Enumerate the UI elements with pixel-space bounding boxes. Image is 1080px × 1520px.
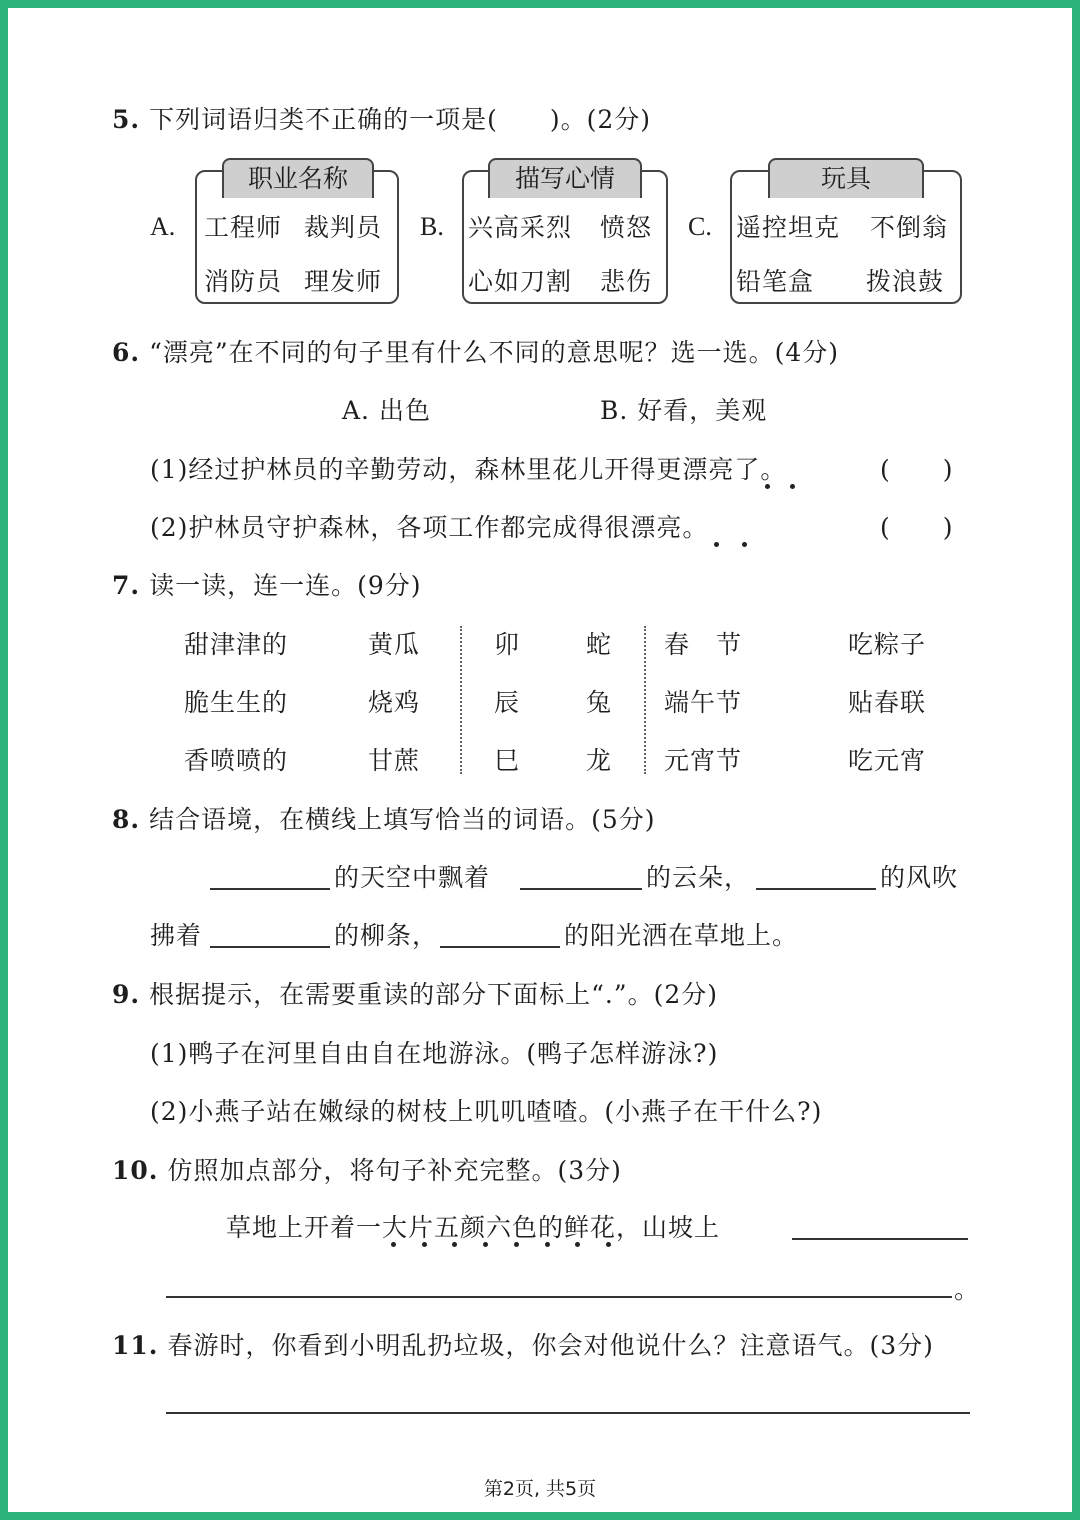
q10-end: 。: [954, 1275, 981, 1304]
option-c-title: 玩具: [768, 158, 924, 198]
fill-blank[interactable]: [440, 946, 560, 948]
match-item[interactable]: 吃元宵: [848, 746, 927, 775]
option-b-word: 心如刀割: [468, 267, 573, 296]
question-text: 仿照加点部分，将句子补充完整。(3分): [167, 1156, 622, 1185]
choice-b: B. 好看，美观: [600, 396, 768, 425]
worksheet-page: [8, 8, 1072, 1512]
answer-line[interactable]: [166, 1296, 952, 1298]
match-item[interactable]: 贴春联: [848, 688, 927, 717]
q8-text: 的云朵，: [646, 863, 751, 892]
column-divider: [644, 626, 646, 774]
fill-blank[interactable]: [210, 888, 330, 890]
question-number: 6.: [112, 338, 141, 367]
question-number: 8.: [112, 805, 141, 834]
q8-text: 的柳条，: [334, 921, 439, 950]
question-8: [112, 800, 655, 836]
match-item[interactable]: 吃粽子: [848, 630, 927, 659]
q8-text: 的天空中飘着: [334, 863, 491, 892]
option-c-letter: C.: [688, 212, 712, 241]
q8-text: 的阳光洒在草地上。: [564, 921, 799, 950]
emphasis-dot: [714, 542, 719, 547]
fill-blank[interactable]: [756, 888, 876, 890]
question-6: [112, 333, 839, 369]
question-number: 11.: [112, 1331, 159, 1360]
option-a-word: 消防员: [204, 267, 283, 296]
question-text: 结合语境，在横线上填写恰当的词语。(5分): [149, 805, 656, 834]
question-number: 7.: [112, 571, 141, 600]
option-c-word: 不倒翁: [870, 213, 949, 242]
emphasis-dot: [575, 1242, 580, 1247]
answer-line[interactable]: [166, 1412, 970, 1414]
emphasis-dot: [790, 484, 795, 489]
q6-sentence-1: (1)经过护林员的辛勤劳动，森林里花儿开得更漂亮了。: [150, 455, 787, 484]
question-text: 根据提示，在需要重读的部分下面标上“.”。(2分): [149, 980, 718, 1009]
match-item[interactable]: 端午节: [664, 688, 743, 717]
question-number: 10.: [112, 1156, 159, 1185]
question-5: [112, 100, 651, 136]
emphasis-dot: [391, 1242, 396, 1247]
match-item[interactable]: 脆生生的: [184, 688, 289, 717]
question-11: [112, 1326, 934, 1362]
option-c-word: 拨浪鼓: [866, 267, 945, 296]
question-9: [112, 975, 718, 1011]
match-item[interactable]: 蛇: [586, 630, 613, 659]
question-7: [112, 566, 421, 602]
option-a-title: 职业名称: [222, 158, 374, 198]
column-divider: [460, 626, 462, 774]
match-item[interactable]: 巳: [494, 746, 521, 775]
option-b-letter: B.: [420, 212, 444, 241]
q9-sentence-1[interactable]: (1)鸭子在河里自由自在地游泳。(鸭子怎样游泳?): [150, 1039, 719, 1068]
emphasis-dot: [545, 1242, 550, 1247]
q8-text: 拂着: [150, 921, 203, 950]
question-10: [112, 1151, 622, 1187]
option-c-word: 遥控坦克: [736, 213, 841, 242]
fill-blank[interactable]: [210, 946, 330, 948]
emphasis-dot: [765, 484, 770, 489]
match-item[interactable]: 辰: [494, 688, 521, 717]
question-text: 春游时，你看到小明乱扔垃圾，你会对他说什么？注意语气。(3分): [167, 1331, 934, 1360]
option-b-title: 描写心情: [488, 158, 642, 198]
emphasis-dot: [742, 542, 747, 547]
question-text: 下列词语归类不正确的一项是( )。(2分): [149, 105, 651, 134]
emphasis-dot: [422, 1242, 427, 1247]
match-item[interactable]: 烧鸡: [368, 688, 421, 717]
match-item[interactable]: 元宵节: [664, 746, 743, 775]
match-item[interactable]: 春 节: [664, 630, 743, 659]
option-a-letter: A.: [150, 212, 176, 241]
match-item[interactable]: 香喷喷的: [184, 746, 289, 775]
q8-text: 的风吹: [880, 863, 959, 892]
answer-paren[interactable]: ( ): [880, 455, 954, 484]
q9-sentence-2[interactable]: (2)小燕子站在嫩绿的树枝上叽叽喳喳。(小燕子在干什么?): [150, 1097, 823, 1126]
emphasis-dot: [514, 1242, 519, 1247]
question-number: 5.: [112, 105, 141, 134]
match-item[interactable]: 龙: [586, 746, 613, 775]
page-number: 第2页, 共5页: [483, 1478, 597, 1500]
choice-a: A. 出色: [342, 396, 431, 425]
question-text: 读一读，连一连。(9分): [149, 571, 422, 600]
option-a-word: 工程师: [204, 213, 283, 242]
q10-sentence: 草地上开着一大片五颜六色的鲜花，山坡上: [226, 1213, 721, 1242]
option-c-word: 铅笔盒: [736, 267, 815, 296]
fill-blank[interactable]: [520, 888, 642, 890]
answer-line[interactable]: [792, 1238, 968, 1240]
match-item[interactable]: 甘蔗: [368, 746, 421, 775]
match-item[interactable]: 兔: [586, 688, 613, 717]
q6-sentence-2: (2)护林员守护森林，各项工作都完成得很漂亮。: [150, 513, 709, 542]
answer-paren[interactable]: ( ): [880, 513, 954, 542]
option-b-word: 兴高采烈: [468, 213, 573, 242]
question-number: 9.: [112, 980, 141, 1009]
option-a-word: 裁判员: [304, 213, 383, 242]
emphasis-dot: [606, 1242, 611, 1247]
option-b-word: 愤怒: [600, 213, 653, 242]
emphasis-dot: [452, 1242, 457, 1247]
match-item[interactable]: 甜津津的: [184, 630, 289, 659]
match-item[interactable]: 卯: [494, 630, 521, 659]
emphasis-dot: [483, 1242, 488, 1247]
option-b-word: 悲伤: [600, 267, 653, 296]
option-a-word: 理发师: [304, 267, 383, 296]
match-item[interactable]: 黄瓜: [368, 630, 421, 659]
question-text: “漂亮”在不同的句子里有什么不同的意思呢？选一选。(4分): [149, 338, 840, 367]
